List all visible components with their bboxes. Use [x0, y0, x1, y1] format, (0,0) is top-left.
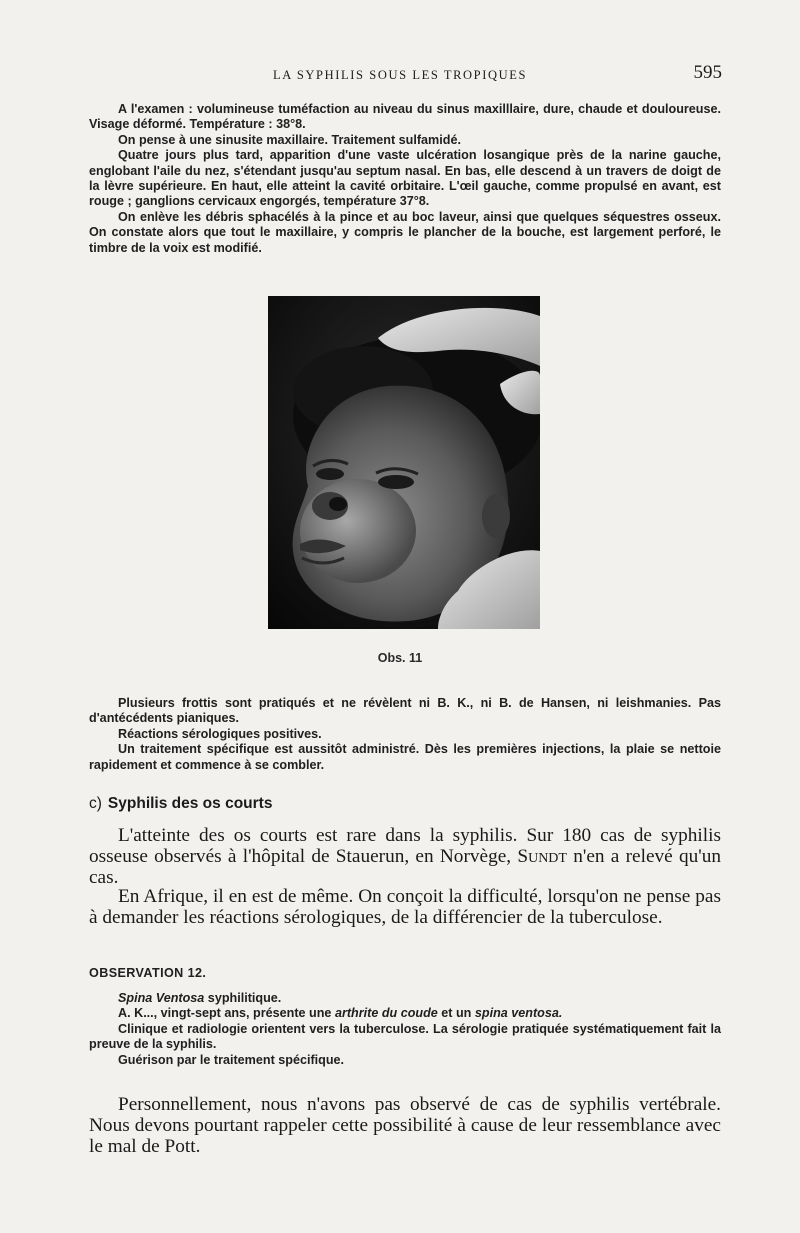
section-heading [89, 795, 272, 813]
observation-subtitle [89, 991, 721, 1006]
paragraph: Clinique et radiologie orientent vers la tuberculose. La sérologie pratiquée systématiquement fait la preuve de la syphilis. [89, 1021, 721, 1052]
italic-term: Spina Ventosa [118, 991, 205, 1005]
paragraph [89, 826, 721, 888]
section-letter: c) [89, 795, 102, 812]
paragraph: On enlève les débris sphacélés à la pince et au boc laveur, ainsi que quelques séquestres osseux. On constate alors que tout le maxillaire, y compris le plancher de la bouche, est largement perforé, le timbre de la voix est modifié. [89, 209, 721, 255]
paragraph: En Afrique, il en est de même. On conçoit la difficulté, lorsqu'on ne pense pas à demander les réactions sérologiques, de la différencier de la tuberculose. [89, 886, 721, 928]
paragraph-text: syphilitique. [204, 991, 282, 1005]
paragraph: Quatre jours plus tard, apparition d'une vaste ulcération losangique près de la narine gauche, englobant l'aile du nez, s'étendant jusqu'au septum nasal. En bas, elle descend à un travers de doigt de la lèvre supérieure. En haut, elle atteint la cavité orbitaire. L'œil gauche, comme propulsé en avant, est rouge ; ganglions cervicaux engorgés, température 37°8. [89, 148, 721, 209]
observation-12-text [89, 991, 721, 1068]
section-c-paragraph-2 [89, 887, 721, 929]
observation-heading: OBSERVATION 12. [89, 966, 207, 980]
paragraph: Personnellement, nous n'avons pas observé de cas de syphilis vertébrale. Nous devons pourtant rappeler cette possibilité à cause de leur ressemblance avec le mal de Pott. [89, 1094, 721, 1157]
paragraph: A l'examen : volumineuse tuméfaction au niveau du sinus maxilllaire, dure, chaude et douloureuse. Visage déformé. Température : 38°8. [89, 102, 721, 132]
author-name: Sundt [517, 845, 567, 867]
section-c-paragraph-1 [89, 826, 721, 888]
paragraph: Plusieurs frottis sont pratiqués et ne révèlent ni B. K., ni B. de Hansen, ni leishmanies. Pas d'antécédents pianiques. [89, 696, 721, 726]
italic-term: spina ventosa. [474, 1006, 563, 1021]
paragraph: On pense à une sinusite maxillaire. Traitement sulfamidé. [118, 132, 461, 147]
paragraph-text: A. K..., vingt-sept ans, présente une [118, 1006, 335, 1021]
figure-caption: Obs. 11 [377, 651, 423, 665]
observation-11-followup [89, 696, 721, 773]
paragraph: Réactions sérologiques positives. [118, 726, 322, 741]
italic-term: arthrite du coude [334, 1006, 438, 1021]
paragraph-text: L'atteinte des os courts est rare dans la syphilis. Sur 180 cas de syphilis osseuse observés à l'hôpital de Stauerun, en Norvège, [89, 825, 721, 867]
paragraph: Un traitement spécifique est aussitôt administré. Dès les premières injections, la plaie se nettoie rapidement et commence à se combler. [89, 742, 721, 772]
section-title: Syphilis des os courts [107, 795, 273, 812]
paragraph: Guérison par le traitement spécifique. [118, 1052, 345, 1067]
page-number: 595 [693, 62, 722, 83]
paragraph-text: n'en a relevé qu'un cas. [89, 845, 722, 888]
paragraph [89, 1006, 721, 1021]
running-title: LA SYPHILIS SOUS LES TROPIQUES [272, 68, 528, 82]
observation-11-text [89, 102, 721, 256]
closing-paragraph [89, 1095, 721, 1157]
patient-photograph [268, 296, 540, 629]
paragraph-text: et un [437, 1006, 475, 1021]
